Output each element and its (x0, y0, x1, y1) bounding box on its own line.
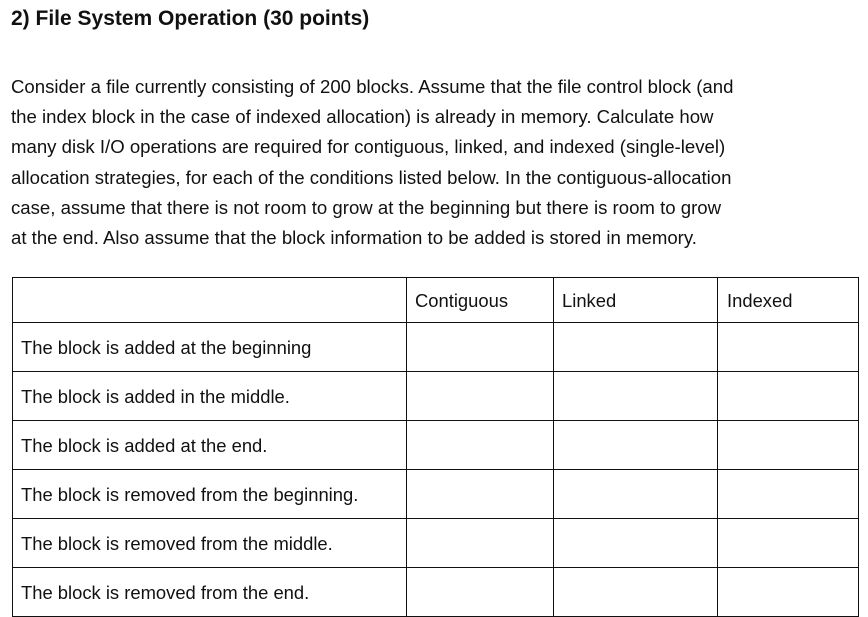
answer-cell-indexed[interactable] (718, 470, 859, 519)
answer-cell-contiguous[interactable] (407, 372, 554, 421)
answer-cell-contiguous[interactable] (407, 470, 554, 519)
answer-cell-indexed[interactable] (718, 323, 859, 372)
row-label: The block is added in the middle. (13, 372, 407, 421)
answer-cell-linked[interactable] (554, 323, 718, 372)
answer-cell-indexed[interactable] (718, 519, 859, 568)
row-label: The block is added at the beginning (13, 323, 407, 372)
answer-cell-linked[interactable] (554, 470, 718, 519)
table-row (13, 519, 859, 568)
table-row (13, 323, 859, 372)
header-linked: Linked (554, 278, 718, 323)
paragraph-line: allocation strategies, for each of the conditions listed below. In the contiguous-allocation (11, 166, 732, 188)
table-row (13, 372, 859, 421)
answer-cell-contiguous[interactable] (407, 568, 554, 617)
table-row (13, 568, 859, 617)
table-header-row (13, 278, 859, 323)
header-contiguous: Contiguous (407, 278, 554, 323)
paragraph-line: at the end. Also assume that the block information to be added is stored in memory. (11, 227, 697, 249)
question-paragraph (11, 72, 863, 253)
answer-cell-linked[interactable] (554, 568, 718, 617)
answer-cell-linked[interactable] (554, 519, 718, 568)
paragraph-line: Consider a file currently consisting of 200 blocks. Assume that the file control block (and (11, 76, 734, 97)
answer-table (12, 277, 859, 617)
paragraph-line: case, assume that there is not room to grow at the beginning but there is room to grow (11, 196, 722, 218)
answer-cell-indexed[interactable] (718, 421, 859, 470)
row-label: The block is removed from the end. (13, 568, 407, 617)
answer-cell-contiguous[interactable] (407, 421, 554, 470)
paragraph-line: the index block in the case of indexed allocation) is already in memory. Calculate how (11, 106, 714, 128)
answer-cell-linked[interactable] (554, 421, 718, 470)
header-indexed: Indexed (718, 278, 859, 323)
row-label: The block is removed from the beginning. (13, 470, 407, 519)
answer-cell-indexed[interactable] (718, 372, 859, 421)
answer-cell-contiguous[interactable] (407, 519, 554, 568)
table-row (13, 421, 859, 470)
answer-cell-linked[interactable] (554, 372, 718, 421)
row-label: The block is added at the end. (13, 421, 407, 470)
table-row (13, 470, 859, 519)
answer-cell-indexed[interactable] (718, 568, 859, 617)
paragraph-line: many disk I/O operations are required for contiguous, linked, and indexed (single-level) (11, 136, 726, 158)
header-corner-cell (13, 278, 407, 323)
row-label: The block is removed from the middle. (13, 519, 407, 568)
answer-cell-contiguous[interactable] (407, 323, 554, 372)
question-title: 2) File System Operation (30 points) (11, 7, 370, 30)
